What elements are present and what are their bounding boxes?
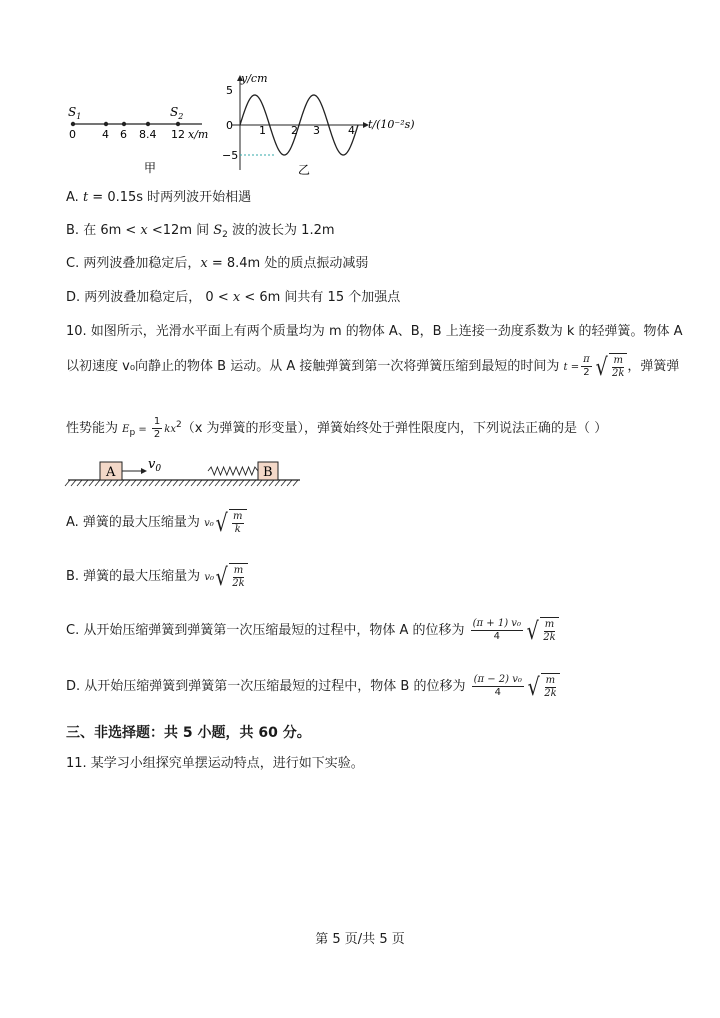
tick-0: 0: [69, 128, 76, 141]
hatch-line: [95, 480, 100, 486]
var-x: x: [232, 290, 241, 305]
var-v0: v₀: [204, 518, 214, 529]
hatch-line: [209, 480, 214, 486]
var-t: t =: [563, 362, 580, 373]
hatch-line: [203, 480, 208, 486]
frac-den: 2: [153, 429, 161, 440]
fraction: [581, 354, 592, 379]
block-a-label: A: [106, 465, 116, 480]
option-text: A. 弹簧的最大压缩量为: [66, 515, 205, 530]
hatch-line: [245, 480, 250, 486]
hatch-line: [131, 480, 136, 486]
y-tick-0: 0: [226, 119, 233, 132]
option-text: <12m 间: [147, 223, 214, 238]
tick-8-4: 8.4: [139, 128, 157, 141]
sqrt: √ $\frac{m}{2k}$: [214, 563, 248, 590]
q10-option-d: [66, 670, 560, 704]
q10-line1: 10. 如图所示，光滑水平面上有两个质量均为 m 的物体 A、B，B 上连接一劲度系数为 k 的轻弹簧。物体 A: [66, 324, 683, 339]
hatch-line: [161, 480, 166, 486]
figure-yi: [218, 70, 428, 180]
q10-line3: [66, 410, 607, 448]
y-tick-neg5: −5: [222, 149, 239, 162]
section-heading: 三、非选择题：共 5 小题，共 60 分。: [66, 725, 311, 741]
hatch-line: [227, 480, 232, 486]
fraction: [471, 618, 523, 643]
q9-option-c: [66, 252, 368, 271]
hatch-line: [173, 480, 178, 486]
q11-stem: 11. 某学习小组探究单摆运动特点，进行如下实验。: [66, 756, 364, 771]
hatch-line: [191, 480, 196, 486]
hatch-line: [293, 480, 298, 486]
sqrt-num: m: [613, 355, 623, 366]
option-text: = 8.4m 处的质点振动减弱: [207, 256, 369, 271]
point-6: [122, 122, 126, 126]
hatch-line: [215, 480, 220, 486]
page-footer: 第 5 页/共 5 页: [315, 932, 405, 947]
option-letter: C.: [66, 256, 80, 271]
sqrt-num: m: [233, 511, 243, 522]
var-ep: E: [122, 424, 130, 435]
hatch-line: [149, 480, 154, 486]
sqrt: √ $\frac{m}{2k}$: [594, 353, 628, 380]
sqrt-den: 2k: [543, 632, 556, 643]
caption-yi: 乙: [298, 163, 311, 177]
t-tick-4: 4: [348, 124, 355, 137]
figure-jia: [60, 96, 225, 176]
block-b-label: B: [263, 465, 273, 480]
option-text: C. 从开始压缩弹簧到弹簧第一次压缩最短的过程中，物体 A 的位移为: [66, 623, 469, 638]
hatch-line: [257, 480, 262, 486]
axis-label-x: x/m: [188, 128, 209, 141]
q10-option-a: [66, 506, 247, 541]
option-text: 在 6m <: [79, 223, 141, 238]
var-x: x: [200, 256, 208, 271]
option-text: 波的波长为 1.2m: [227, 223, 335, 238]
frac-den: 2: [583, 367, 590, 378]
subscript: 2: [222, 230, 228, 240]
hatch-line: [89, 480, 94, 486]
hatch-line: [101, 480, 106, 486]
hatch-line: [119, 480, 124, 486]
hatch-line: [155, 480, 160, 486]
tick-6: 6: [120, 128, 127, 141]
tick-12: 12: [171, 128, 185, 141]
point-s2: [176, 122, 180, 126]
q10-text: ，弹簧弹: [627, 359, 680, 374]
hatch-line: [287, 480, 292, 486]
hatch-line: [125, 480, 130, 486]
sqrt: √ $\frac{m}{2k}$: [526, 673, 560, 700]
hatch-line: [269, 480, 274, 486]
superscript: 2: [176, 420, 182, 430]
hatch-line: [107, 480, 112, 486]
hatch-line: [167, 480, 172, 486]
q10-text: （x 为弹簧的形变量），弹簧始终处于弹性限度内，下列说法正确的是（ ）: [181, 421, 608, 436]
var-v0: v₀: [204, 572, 214, 583]
ground-hatching: [65, 480, 298, 486]
hatch-line: [77, 480, 82, 486]
t-tick-2: 2: [291, 124, 298, 137]
hatch-line: [65, 480, 70, 486]
sqrt: √ $\frac{m}{k}$: [214, 509, 247, 536]
option-text: B. 弹簧的最大压缩量为: [66, 569, 205, 584]
velocity-label: $v_0$: [148, 457, 162, 474]
option-letter: D.: [66, 290, 81, 305]
hatch-line: [251, 480, 256, 486]
hatch-line: [263, 480, 268, 486]
y-tick-5: 5: [226, 84, 233, 97]
option-text: 两列波叠加稳定后，: [79, 256, 201, 271]
q10-option-c: [66, 614, 559, 648]
frac-den: 4: [493, 631, 500, 642]
hatch-line: [71, 480, 76, 486]
point-s1: [71, 122, 75, 126]
frac-num: 1: [153, 416, 161, 427]
q9-option-a: [66, 186, 251, 205]
t-tick-1: 1: [259, 124, 266, 137]
q10-option-b: [66, 560, 248, 595]
hatch-line: [113, 480, 118, 486]
sqrt-den: 2k: [611, 368, 625, 379]
option-letter: B.: [66, 223, 80, 238]
frac-den: 4: [494, 687, 501, 698]
var-x: x: [140, 223, 148, 238]
sqrt-den: k: [234, 524, 241, 535]
q9-option-d: [66, 286, 400, 305]
sqrt-num: m: [544, 619, 555, 630]
hatch-line: [233, 480, 238, 486]
equals: =: [135, 424, 150, 435]
frac-num: π: [583, 354, 590, 365]
frac-num: (π − 2) v₀: [473, 674, 522, 685]
var-t: t: [82, 190, 89, 205]
hatch-line: [197, 480, 202, 486]
hatch-line: [137, 480, 142, 486]
option-text: 两列波叠加稳定后， 0 <: [80, 290, 233, 305]
fraction: [152, 416, 162, 441]
subscript: p: [129, 428, 136, 438]
hatch-line: [185, 480, 190, 486]
t-axis-label: t/(10⁻²s): [368, 118, 415, 131]
fraction: [472, 674, 524, 699]
hatch-line: [83, 480, 88, 486]
option-text: = 0.15s 时两列波开始相遇: [88, 190, 252, 205]
spring: [208, 467, 258, 475]
q10-line2: [66, 352, 679, 383]
hatch-line: [221, 480, 226, 486]
hatch-line: [281, 480, 286, 486]
hatch-line: [239, 480, 244, 486]
q10-text: 性势能为: [66, 421, 123, 436]
sqrt-num: m: [233, 565, 244, 576]
label-s1: $S_1$: [68, 105, 82, 121]
hatch-line: [275, 480, 280, 486]
frac-num: (π + 1) v₀: [472, 618, 521, 629]
t-tick-3: 3: [313, 124, 320, 137]
sqrt-den: 2k: [544, 688, 557, 699]
option-letter: A.: [66, 190, 79, 205]
q9-option-b: [66, 219, 335, 240]
tick-4: 4: [102, 128, 109, 141]
hatch-line: [179, 480, 184, 486]
point-8-4: [146, 122, 150, 126]
spring-block-figure: [62, 452, 307, 494]
sqrt: √ $\frac{m}{2k}$: [525, 617, 559, 644]
point-4: [104, 122, 108, 126]
option-text: D. 从开始压缩弹簧到弹簧第一次压缩最短的过程中，物体 B 的位移为: [66, 679, 470, 694]
sqrt-num: m: [545, 675, 556, 686]
sqrt-den: 2k: [232, 578, 245, 589]
caption-jia: 甲: [144, 161, 157, 175]
hatch-line: [143, 480, 148, 486]
var-kx: kx: [164, 424, 176, 435]
label-s2: $S_2$: [170, 105, 184, 121]
option-text: < 6m 间共有 15 个加强点: [240, 290, 401, 305]
var-s: S: [213, 223, 223, 238]
q10-text: 以初速度 v₀向静止的物体 B 运动。从 A 接触弹簧到第一次将弹簧压缩到最短的时间为: [66, 359, 564, 374]
y-axis-label: y/cm: [241, 72, 268, 85]
